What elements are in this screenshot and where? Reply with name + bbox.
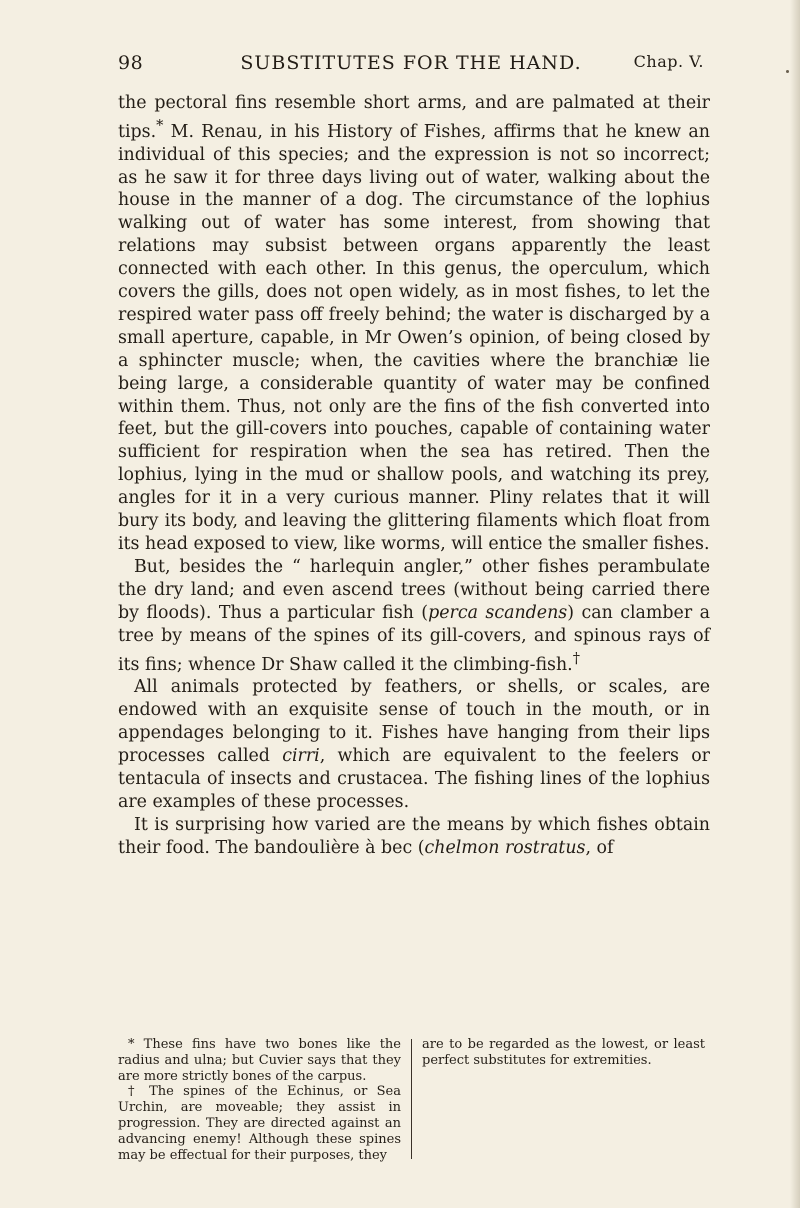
running-head — [118, 52, 704, 80]
page-number: 98 — [118, 52, 144, 74]
footnote-2: † The spines of the Echinus, or Sea Urchin, are moveable; they assist in progression. They are directed against an advancing enemy! Although these spines may be effectual for their purposes, they — [118, 1084, 401, 1163]
footnotes — [118, 1037, 710, 1163]
footnote-column-right — [422, 1037, 705, 1069]
footnote-marker: † — [572, 650, 580, 667]
running-title: SUBSTITUTES FOR THE HAND. — [240, 52, 582, 74]
italic-term: chelmon rostratus — [424, 837, 586, 858]
margin-mark — [786, 70, 789, 73]
italic-term: cirri — [282, 745, 320, 766]
footnote-marker: * — [156, 117, 164, 134]
main-text — [118, 92, 710, 860]
paragraph-4: It is surprising how varied are the means by which fishes obtain their food. The bandoulière à bec (chelmon rostratus, of — [118, 814, 710, 858]
paragraph-2: But, besides the “ harlequin angler,” other fishes perambulate the dry land; and even ascend trees (without being carried there by floods). Thus a particular fish (perca scandens) can clamber a tree by means of the spines of its gill-covers, and spinous rays of its fins; whence Dr Shaw called it the climbing-fish.† — [118, 556, 710, 675]
footnote-2-continued: are to be regarded as the lowest, or least perfect substitutes for extremities. — [422, 1037, 705, 1068]
footnote-1: * These fins have two bones like the radius and ulna; but Cuvier says that they are more strictly bones of the carpus. — [118, 1037, 401, 1084]
page-edge-shadow — [790, 0, 800, 1208]
italic-term: perca scandens — [428, 602, 568, 623]
paragraph-3: All animals protected by feathers, or shells, or scales, are endowed with an exquisite sense of touch in the mouth, or in appendages belonging to it. Fishes have hanging from their lips processes called cirri, which are equivalent to the feelers or tentacula of insects and crustacea. The fishing lines of the lophius are examples of these processes. — [118, 677, 710, 812]
chapter-label: Chap. V. — [633, 52, 704, 71]
paragraph-1: the pectoral fins resemble short arms, and are palmated at their tips.* M. Renau, in his History of Fishes, affirms that he knew an individual of this species; and the expression is not so incorrect; as he saw it for three days living out of water, walking about the house in the manner of a dog. The circumstance of the lophius walking out of water has some interest, from showing that relations may subsist between organs apparently the least connected with each other. In this genus, the operculum, which covers the gills, does not open widely, as in most fishes, to let the respired water pass off freely behind; the water is discharged by a small aperture, capable, in Mr Owen’s opinion, of being closed by a sphincter muscle; when, the cavities where the branchiæ lie being large, a considerable quantity of water may be confined within them. Thus, not only are the fins of the fish converted into feet, but the gill-covers into pouches, capable of containing water sufficient for respiration when the sea has retired. Then the lophius, lying in the mud or shallow pools, and watching its prey, angles for it in a very curious manner. Pliny relates that it will bury its body, and leaving the glittering filaments which float from its head exposed to view, like worms, will entice the smaller fishes. — [118, 93, 710, 555]
footnote-column-left — [118, 1037, 401, 1163]
column-divider — [411, 1039, 412, 1159]
